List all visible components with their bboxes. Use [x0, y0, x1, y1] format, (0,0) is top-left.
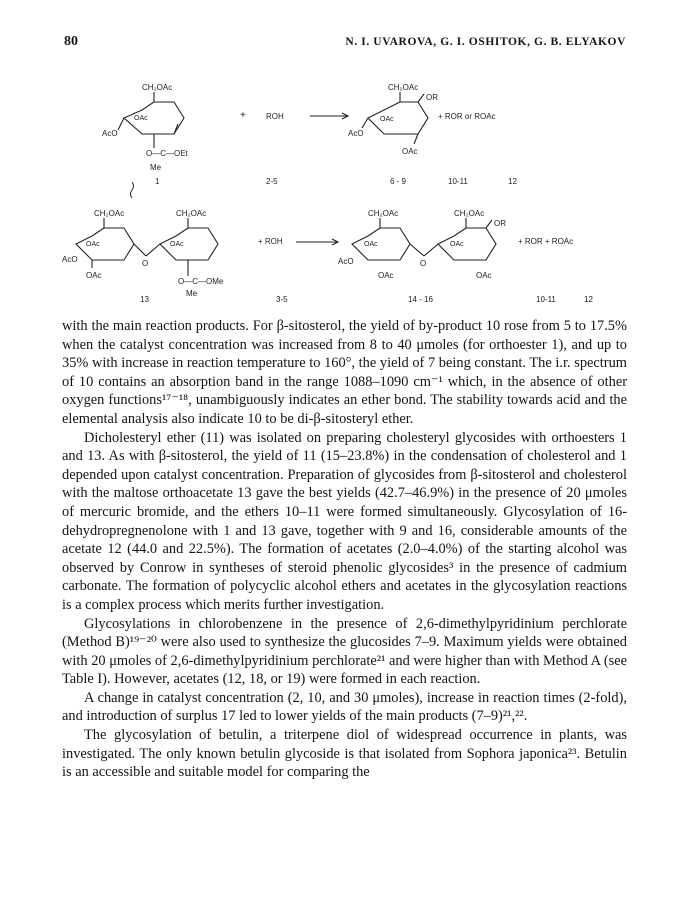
label-oac: OAc: [450, 241, 464, 248]
plus-sign: +: [240, 110, 246, 121]
label-ch2oac: CH₂OAc: [388, 83, 419, 92]
label-or: OR: [426, 93, 438, 102]
label-oac: OAc: [134, 115, 148, 122]
label-aco: AcO: [102, 129, 118, 138]
label-aco: AcO: [338, 257, 354, 266]
product-ring-1: [368, 92, 428, 134]
paragraph: Dicholesteryl ether (11) was isolated on preparing cholesteryl glycosides with orthoesters 1 and 13. As with β-sitosterol, the yield of 11 (15–23.8%) in the condensation of cholesterol and 1 depended upon catalyst concentration. Preparation of glycosides from β-sitosterol and cholesterol with the maltose orthoacetate 13 gave the best yields (42.7–46.9%) in the presence of 20 μmoles of mercuric bromide, and the ethers 10–11 were formed simultaneously. Glycosylation of 16-dehydropregnenolone with 1 and 13 gave, together with 9 and 16, considerable amounts of the acetate 12 (44.0 and 22.5%). The formation of acetates (2.0–4.0%) of the starting alcohol was observed by Conrow in syntheses of steroid phenolic glycosides³ in the presence of cadmium carbonate. The formation of polycyclic alcohol ethers and acetates in the glycosylation reactions is a complex process which merits further investigation.: [62, 429, 627, 613]
page-number: 80: [64, 34, 78, 49]
compound-number: 6 - 9: [390, 177, 407, 186]
label-me: Me: [186, 289, 198, 298]
label-aco: AcO: [348, 129, 364, 138]
pen-mark: [131, 182, 134, 198]
compound-number: 1: [155, 177, 160, 186]
byproducts: + ROR or ROAc: [438, 112, 496, 121]
label-oac: OAc: [86, 271, 102, 280]
label-ch2oac: CH₂OAc: [454, 209, 485, 218]
label-or: OR: [494, 219, 506, 228]
reactant-13-ring-right: [160, 218, 218, 260]
reactant-13-ring-left: [76, 218, 134, 260]
label-oac: OAc: [380, 116, 394, 123]
label-ch2oac: CH₂OAc: [94, 209, 125, 218]
compound-number: 12: [584, 295, 593, 304]
product-ring-left: [352, 218, 410, 260]
label-ch2oac: CH₂OAc: [142, 83, 173, 92]
plus-roh: + ROH: [258, 237, 283, 246]
compound-number: 14 - 16: [408, 295, 433, 304]
label-aco: AcO: [62, 255, 78, 264]
paragraph: Glycosylations in chlorobenzene in the presence of 2,6-dimethylpyridinium perchlorate (Method B)¹⁹⁻²⁰ were also used to synthesize the glucosides 7–9. Maximum yields were obtained with 20 μmoles of 2,6-dimethylpyridinium perchlorate²¹ and were higher than with Method A (see Table I). However, acetates (12, 18, or 19) were formed in each reaction.: [62, 615, 627, 688]
label-o-link: O: [142, 259, 149, 268]
product-ring-right: [438, 218, 496, 260]
label-orthoester: O—C—OEt: [146, 149, 188, 158]
label-ch2oac: CH₂OAc: [176, 209, 207, 218]
label-orthoester: O—C—OMe: [178, 277, 224, 286]
compound-number: 3-5: [276, 295, 288, 304]
byproducts: + ROR + ROAc: [518, 237, 574, 246]
reaction-scheme: [62, 78, 622, 310]
reactant-1-ring: [124, 92, 184, 134]
running-head: N. I. UVAROVA, G. I. OSHITOK, G. B. ELYAKOV: [345, 36, 626, 48]
label-roh: ROH: [266, 112, 284, 121]
compound-number: 10-11: [448, 177, 468, 186]
label-o-link: O: [420, 259, 427, 268]
compound-number: 12: [508, 177, 517, 186]
label-oac: OAc: [86, 241, 100, 248]
label-me: Me: [150, 163, 162, 172]
label-oac: OAc: [378, 271, 394, 280]
label-oac: OAc: [364, 241, 378, 248]
compound-number: 2-5: [266, 177, 278, 186]
body-text: [62, 317, 627, 782]
paragraph: The glycosylation of betulin, a triterpene diol of widespread occurrence in plants, was investigated. The only known betulin glycoside is that isolated from Sophora japonica²³. Betulin is an accessible and suitable model for comparing the: [62, 727, 627, 781]
label-oac: OAc: [476, 271, 492, 280]
paragraph: with the main reaction products. For β-sitosterol, the yield of by-product 10 rose from 5 to 17.5% when the catalyst concentration was increased from 8 to 40 μmoles (for orthoester 1), and up to 35% with increase in reaction temperature to 160°, the yield of 7 being constant. The i.r. spectrum of 10 contains an absorption band in the range 1088–1090 cm⁻¹ which, in the absence of other oxygen functions¹⁷⁻¹⁸, unambiguously indicates an ether bond. The stability towards acid and the elemental analysis also indicate 10 to be di-β-sitosteryl ether.: [62, 318, 627, 427]
label-oac: OAc: [170, 241, 184, 248]
paragraph: A change in catalyst concentration (2, 10, and 30 μmoles), increase in reaction times (2-fold), and introduction of surplus 17 led to lower yields of the main products (7–9)²¹,²².: [62, 689, 627, 725]
compound-number: 10-11: [536, 295, 556, 304]
label-ch2oac: CH₂OAc: [368, 209, 399, 218]
label-oac: OAc: [402, 147, 418, 156]
compound-number: 13: [140, 295, 149, 304]
